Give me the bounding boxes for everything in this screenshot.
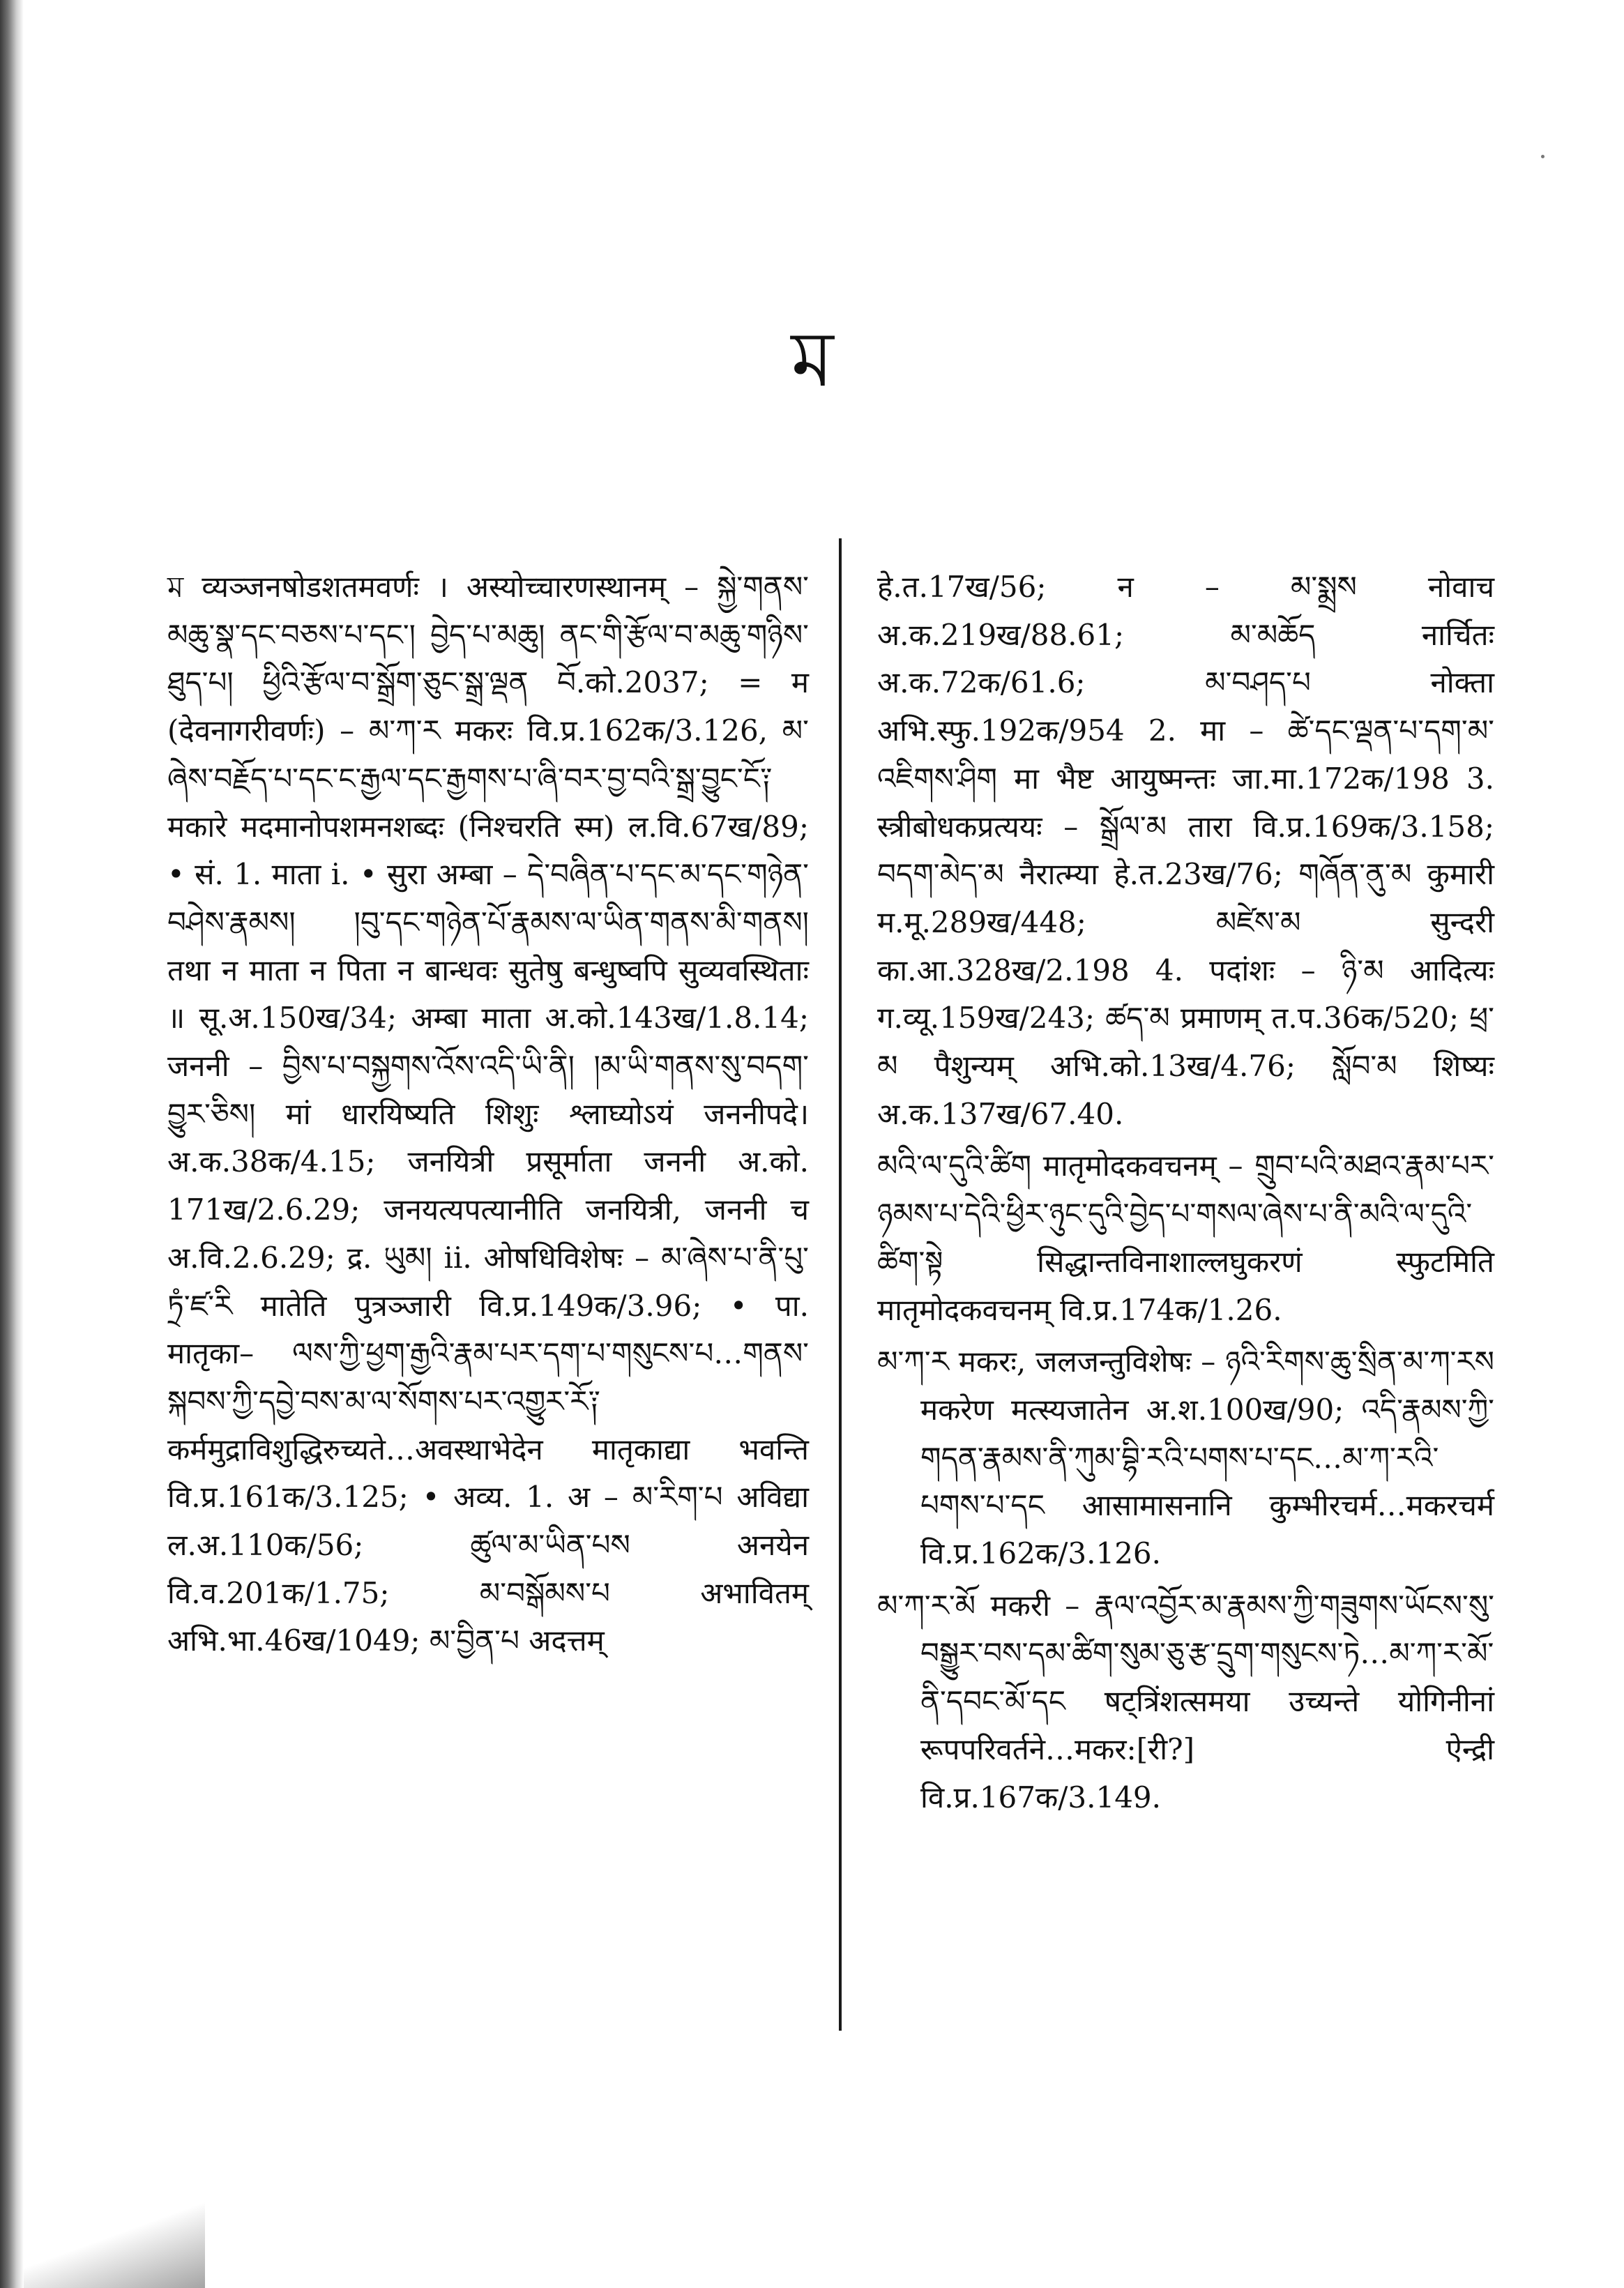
right-column (877, 563, 1494, 1826)
left-column (167, 563, 809, 1668)
dictionary-entry-makari: མ་ཀ་ར་མོ मकरी – རྣལ་འབྱོར་མ་རྣམས་ཀྱི་གཟུགས་ཡོངས་སུ་བསྒྱུར་བས་དམ་ཚིག་སུམ་ཅུ་རྩ་དྲུག་གསུངས་ཏེ…མ་ཀ་ར་མོ་ནི་དབང་མོ་དང षट्त्रिंशत्समया उच्यन्ते योगिनीनां रूपपरिवर्तने…मकर:[री?] ऐन्द्री वि.प्र.167क/3.149. (877, 1588, 1494, 1815)
dictionary-entry-matrimodaka: མའི་ལ་དུའི་ཚིག मातृमोदकवचनम् – གྲུབ་པའི་མཐའ་རྣམ་པར་ཉམས་པ་དེའི་ཕྱིར་ཉུང་དུའི་བྱེད་པ་གསལ་ཞེས་པ་ནི་མའི་ལ་དུའི་ཚིག་སྟེ सिद्धान्तविनाशाल्लघुकरणं स्फुटमिति मातृमोदकवचनम् वि.प्र.174क/1.26. (877, 1149, 1494, 1327)
speck-mark (1541, 155, 1545, 158)
dictionary-entry-continuation: हे.त.17ख/56; न – མ་སྨྲས नोवाच अ.क.219ख/88.61; མ་མཆོད नार्चितः अ.क.72क/61.6; མ་བཤད་པ नोक्ता अभि.स्फु.192क/954 2. मा – ཚེ་དང་ལྡན་པ་དག་མ་འཇིགས་ཤིག मा भैष्ट आयुष्मन्तः जा.मा.172क/198 3. स्त्रीबोधकप्रत्ययः – སྒྲོལ་མ तारा वि.प्र.169क/3.158; བདག་མེད་མ नैरात्म्या हे.त.23ख/76; གཞོན་ནུ་མ कुमारी म.मू.289ख/448; མཛེས་མ सुन्दरी का.आ.328ख/2.198 4. पदांशः – ཉི་མ आदित्यः ग.व्यू.159ख/243; ཚད་མ प्रमाणम् त.प.36क/520; ཕྲ་མ पैशुन्यम् अभि.को.13ख/4.76; སློབ་མ शिष्यः अ.क.137ख/67.40. (877, 570, 1494, 1131)
dictionary-entry-makara: མ་ཀ་ར मकरः, जलजन्तुविशेषः – ཉའི་རིགས་ཆུ་སྲིན་མ་ཀ་རས मकरेण मत्स्यजातेन अ.श.100ख/90; འདི་རྣམས་ཀྱི་གདན་རྣམས་ནི་ཀུམ་བྷི་རའི་པགས་པ་དང…མ་ཀ་རའི་པགས་པ་དང आसामासनानि कुम्भीरचर्म…मकरचर्म वि.प्र.162क/3.126. (877, 1344, 1494, 1571)
section-head-letter: ম (791, 315, 834, 404)
scan-corner-shadow (24, 2197, 205, 2288)
scan-edge-shadow (0, 0, 24, 2288)
dictionary-entry-ma: ম व्यञ्जनषोडशतमवर्णः । अस्योच्चारणस्थानम् – སྐྱེ་གནས་མཆུ་སྣ་དང་བཅས་པ་དང་། བྱེད་པ་མཆུ། ནང་གི་རྩོལ་བ་མཆུ་གཉིས་ཐུད་པ། ཕྱིའི་རྩོལ་བ་སྒྲོག་ཅུང་སྒྲ་ལྡན བོ.को.2037; = म (देवनागरीवर्णः) – མ་ཀ་ར मकरः वि.प्र.162क/3.126, མ་ཞེས་བརྗོད་པ་དང་ང་རྒྱལ་དང་རྒྱགས་པ་ཞི་བར་བྱ་བའི་སྒྲ་བྱུང་ངོ༑ मकारे मदमानोपशमनशब्दः (निश्चरति स्म) ल.वि.67ख/89; • सं. 1. माता i. • सुरा अम्बा – དེ་བཞིན་པ་དང་མ་དང་གཉེན་བཤེས་རྣམས། །བུ་དང་གཉེན་པོ་རྣམས་ལ་ཡིན་གནས་མི་གནས། तथा न माता न पिता न बान्धवः सुतेषु बन्धुष्वपि सुव्यवस्थिताः ॥ सू.अ.150ख/34; अम्बा माता अ.को.143ख/1.8.14; जननी – བྱིས་པ་བསྐྱགས་འོས་འདི་ཡི་ནི། །མ་ཡི་གནས་སུ་བདག་བྱུར་ཅིས། मां धारयिष्यति शिशुः श्लाघ्योऽयं जननीपदे। अ.क.38क/4.15; जनयित्री प्रसूर्माता जननी अ.को. 171ख/2.6.29; जनयत्यपत्यानीति जनयित्री, जननी च अ.वि.2.6.29; द्र. ཡུམ། ii. ओषधिविशेषः – མ་ཞེས་པ་ནི་པུ་ཏྲཾ་ཛ་རི मातेति पुत्रञ्जारी वि.प्र.149क/3.96; • पा. मातृका– ལས་ཀྱི་ཕྱག་རྒྱའི་རྣམ་པར་དག་པ་གསུངས་པ…གནས་སྐབས་ཀྱི་དབྱེ་བས་མ་ལ་སོགས་པར་འགྱུར་རོ༑ कर्ममुद्राविशुद्धिरुच्यते…अवस्थाभेदेन मातृकाद्या भवन्ति वि.प्र.161क/3.125; • अव्य. 1. अ – མ་རིག་པ अविद्या ल.अ.110क/56; ཚུལ་མ་ཡིན་པས अनयेन वि.व.201क/1.75; མ་བསྒོམས་པ अभावितम् अभि.भा.46ख/1049; མ་བྱིན་པ अदत्तम् (167, 570, 809, 1658)
column-divider (839, 538, 842, 2031)
